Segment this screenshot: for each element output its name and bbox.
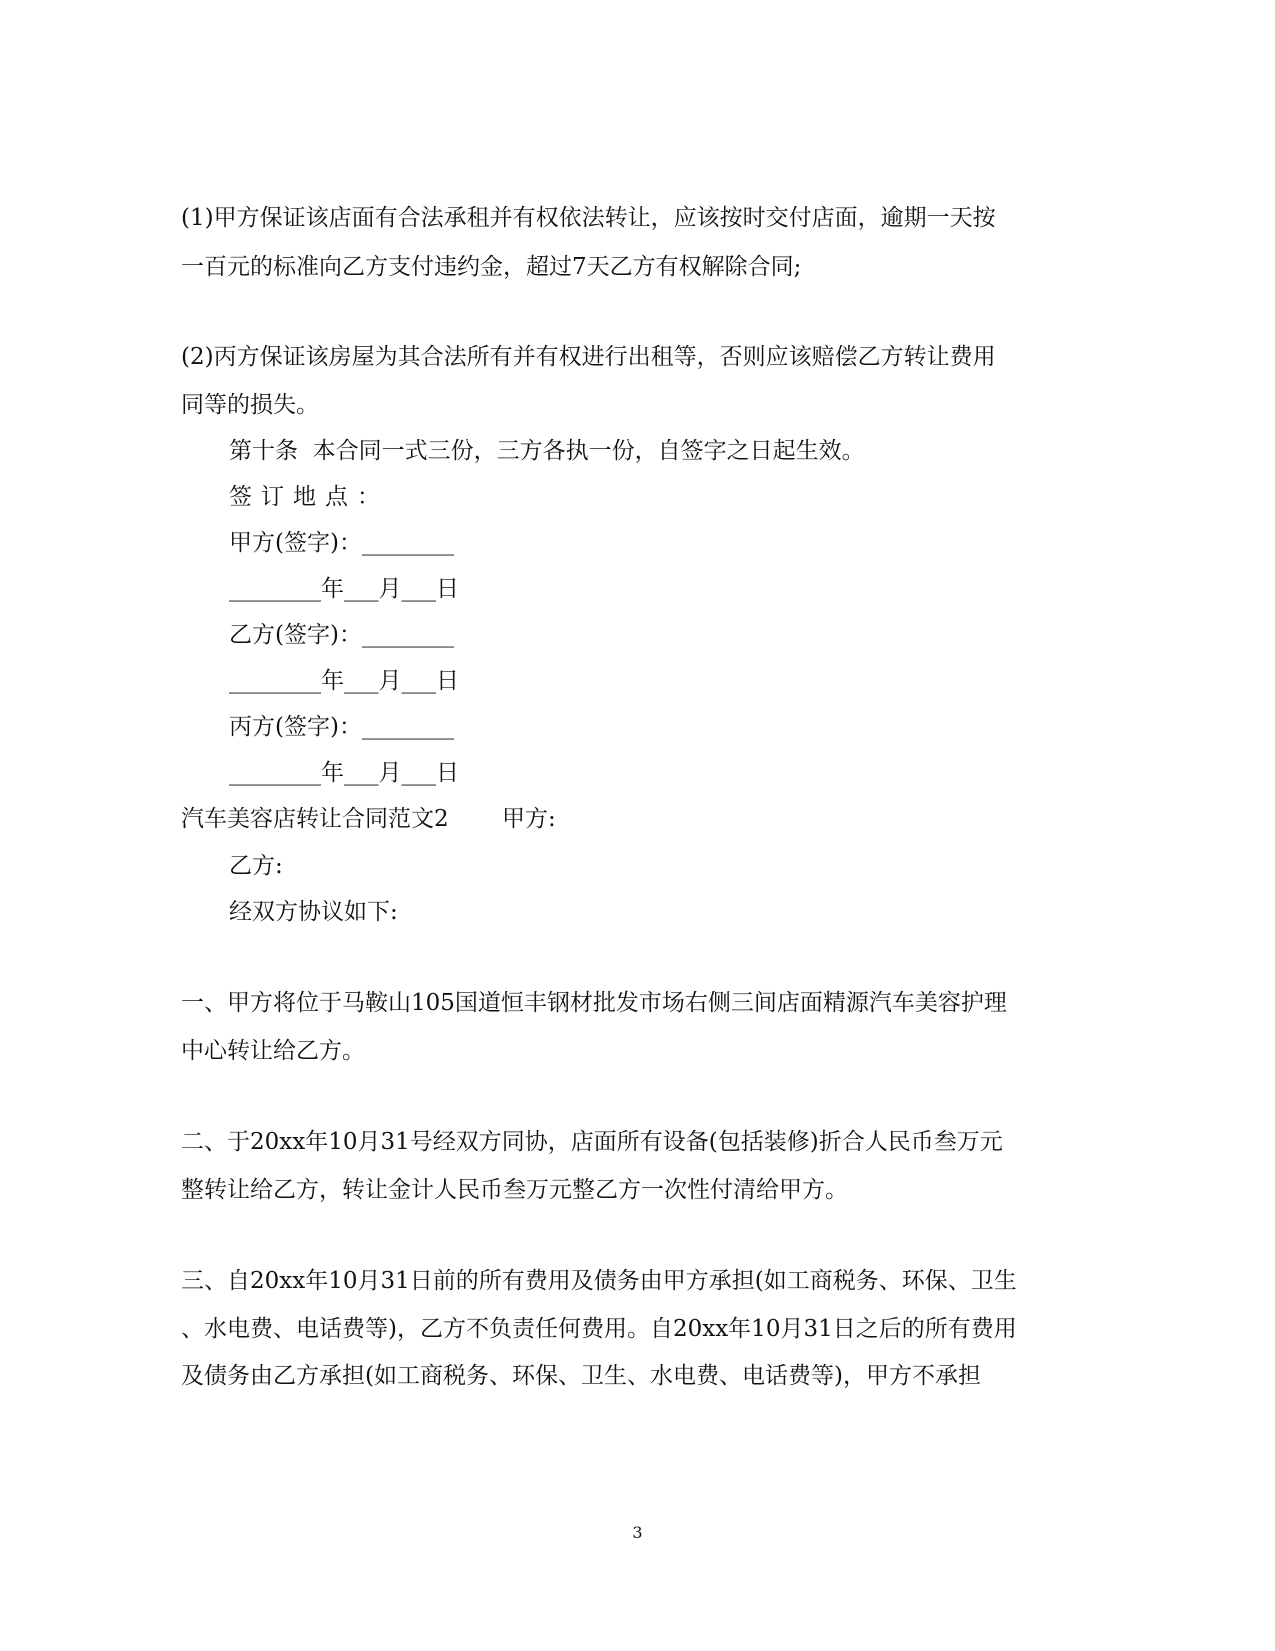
clause-9-item-1-line-1: (1)甲方保证该店面有合法承租并有权依法转让，应该按时交付店面，逾期一天按 [181,205,996,231]
signing-place: 签订地点： [229,484,389,510]
contract-2-title: 汽车美容店转让合同范文2 [181,806,449,832]
article-3-line-2: 、水电费、电话费等)，乙方不负责任何费用。自20xx年10月31日之后的所有费用 [181,1316,1017,1342]
party-c-signature: 丙方(签字)：________ [229,714,454,740]
clause-9-item-1-line-2: 一百元的标准向乙方支付违约金，超过7天乙方有权解除合同; [181,254,802,280]
party-b-signature: 乙方(签字)：________ [229,622,454,648]
party-a-signature: 甲方(签字)：________ [229,530,454,556]
article-1-line-1: 一、甲方将位于马鞍山105国道恒丰钢材批发市场右侧三间店面精源汽车美容护理 [181,990,1007,1016]
party-c-date: ________年___月___日 [229,760,459,786]
contract-2-party-a: 甲方: [502,806,556,832]
clause-9-item-2-line-2: 同等的损失。 [181,392,319,418]
party-a-date: ________年___月___日 [229,576,459,602]
clause-9-item-2-line-1: (2)丙方保证该房屋为其合法所有并有权进行出租等，否则应该赔偿乙方转让费用 [181,344,996,370]
contract-2-party-b: 乙方: [229,853,283,879]
article-3-line-1: 三、自20xx年10月31日前的所有费用及债务由甲方承担(如工商税务、环保、卫生 [181,1268,1017,1294]
article-1-line-2: 中心转让给乙方。 [181,1038,365,1064]
page-number: 3 [632,1523,643,1542]
article-3-line-3: 及债务由乙方承担(如工商税务、环保、卫生、水电费、电话费等)，甲方不承担 [181,1363,981,1389]
agreement-intro: 经双方协议如下: [229,899,398,925]
clause-10: 第十条 本合同一式三份，三方各执一份，自签字之日起生效。 [229,438,865,464]
article-2-line-2: 整转让给乙方，转让金计人民币叁万元整乙方一次性付清给甲方。 [181,1177,848,1203]
article-2-line-1: 二、于20xx年10月31号经双方同协，店面所有设备(包括装修)折合人民币叁万元 [181,1129,1003,1155]
party-b-date: ________年___月___日 [229,668,459,694]
